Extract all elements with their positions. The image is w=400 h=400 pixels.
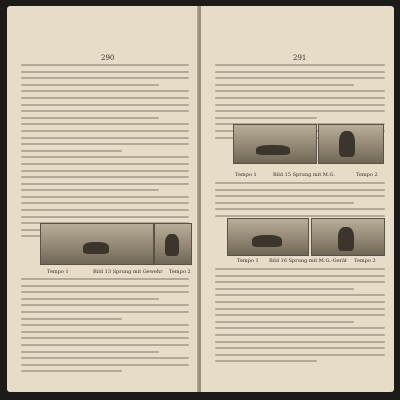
figure-caption: Bild 16 Sprung mit M.G.-Gerät — [269, 258, 347, 264]
body-text-block — [215, 182, 385, 222]
photo-soldier-rifle-tempo-1 — [40, 223, 154, 265]
figure-caption: Bild 15 Sprung mit M.G. — [273, 172, 335, 178]
photo-soldier-rifle-tempo-2 — [154, 223, 192, 265]
tempo-label: Tempo 1 — [237, 258, 259, 264]
tempo-label: Tempo 1 — [235, 172, 257, 178]
tempo-label: Tempo 2 — [356, 172, 378, 178]
tempo-label: Tempo 2 — [354, 258, 376, 264]
body-text-block — [21, 64, 189, 242]
photo-mg-gear-tempo-1 — [227, 218, 309, 256]
tempo-label: Tempo 2 — [169, 269, 191, 275]
figure-caption: Bild 13 Sprung mit Gewehr — [93, 269, 163, 275]
page-number: 290 — [101, 54, 115, 62]
right-page — [201, 6, 394, 392]
left-page — [7, 6, 199, 392]
photo-mg-team-tempo-1 — [233, 124, 317, 164]
photo-mg-team-tempo-2 — [318, 124, 384, 164]
body-text-block — [21, 278, 189, 377]
body-text-block — [215, 268, 385, 367]
page-number: 291 — [293, 54, 307, 62]
photo-mg-gear-tempo-2 — [311, 218, 385, 256]
tempo-label: Tempo 1 — [47, 269, 69, 275]
